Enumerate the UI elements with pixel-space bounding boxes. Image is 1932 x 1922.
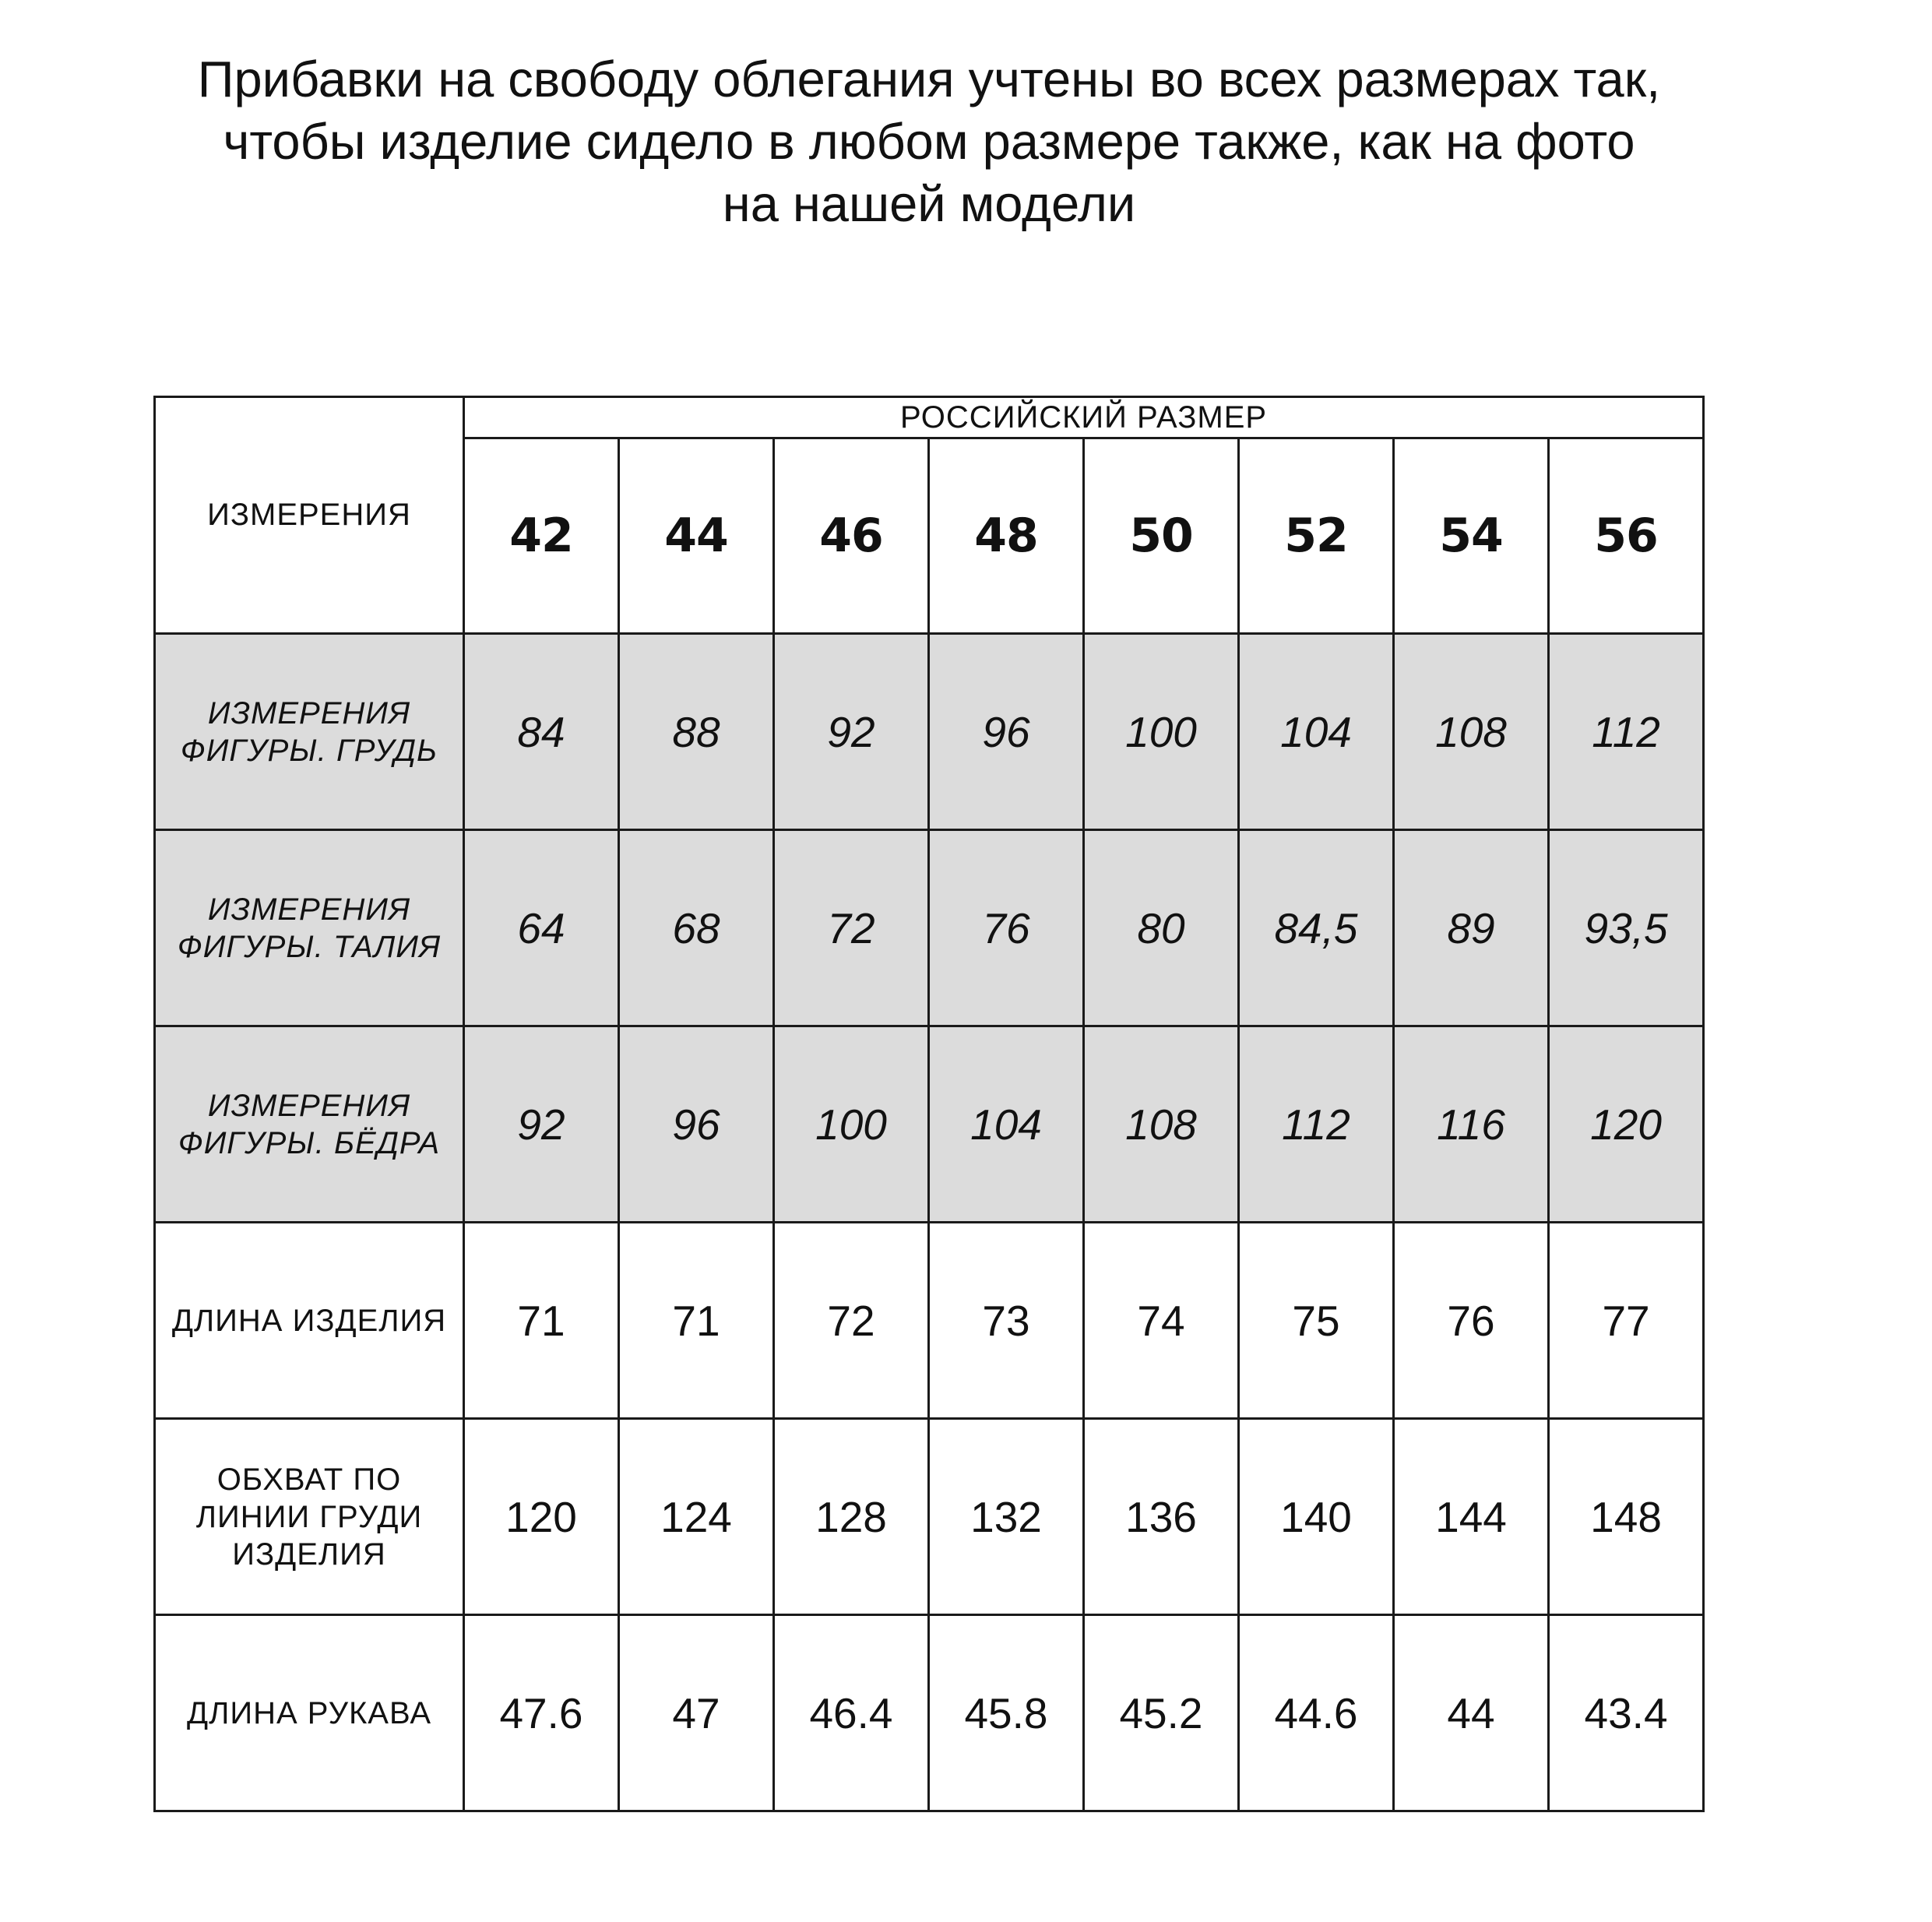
table-cell: 96: [929, 634, 1084, 830]
row-label-line: ИЗДЕЛИЯ: [232, 1537, 386, 1572]
row-label: [155, 1419, 464, 1615]
table-row-hips: [155, 1026, 1704, 1223]
table-cell: 43.4: [1549, 1615, 1704, 1811]
row-label-line: ФИГУРЫ. ТАЛИЯ: [177, 929, 442, 964]
table-cell: 128: [774, 1419, 929, 1615]
table-cell: 100: [774, 1026, 929, 1223]
table-cell: 71: [464, 1223, 619, 1419]
table-cell: 104: [1239, 634, 1394, 830]
table-cell: 46.4: [774, 1615, 929, 1811]
measurements-header: ИЗМЕРЕНИЯ: [155, 397, 464, 634]
table-cell: 47.6: [464, 1615, 619, 1811]
table-cell: 76: [929, 830, 1084, 1026]
table-cell: 132: [929, 1419, 1084, 1615]
table-cell: 71: [619, 1223, 774, 1419]
row-label-line: ИЗМЕРЕНИЯ: [207, 892, 411, 927]
table-cell: 104: [929, 1026, 1084, 1223]
table-cell: 140: [1239, 1419, 1394, 1615]
table-row-garment-length: [155, 1223, 1704, 1419]
size-header: 46: [774, 438, 929, 634]
row-label-line: ДЛИНА РУКАВА: [187, 1695, 431, 1730]
table-cell: 68: [619, 830, 774, 1026]
header-row-group: [155, 397, 1704, 438]
table-row-garment-chest: [155, 1419, 1704, 1615]
russian-size-header: РОССИЙСКИЙ РАЗМЕР: [464, 397, 1704, 438]
table-cell: 64: [464, 830, 619, 1026]
row-label: [155, 830, 464, 1026]
size-header: 50: [1084, 438, 1239, 634]
fit-allowance-note: [0, 48, 1858, 235]
table-cell: 73: [929, 1223, 1084, 1419]
note-line-2: чтобы изделие сидело в любом размере также, как на фото: [223, 113, 1635, 170]
size-header: 48: [929, 438, 1084, 634]
row-label: [155, 634, 464, 830]
table-row-sleeve-length: [155, 1615, 1704, 1811]
table-cell: 92: [464, 1026, 619, 1223]
table-cell: 96: [619, 1026, 774, 1223]
table-cell: 84: [464, 634, 619, 830]
table-cell: 72: [774, 830, 929, 1026]
table-cell: 124: [619, 1419, 774, 1615]
table-cell: 136: [1084, 1419, 1239, 1615]
row-label: [155, 1026, 464, 1223]
table-cell: 45.8: [929, 1615, 1084, 1811]
table-cell: 100: [1084, 634, 1239, 830]
table-cell: 47: [619, 1615, 774, 1811]
table-cell: 77: [1549, 1223, 1704, 1419]
row-label: [155, 1223, 464, 1419]
table-cell: 120: [1549, 1026, 1704, 1223]
table-cell: 84,5: [1239, 830, 1394, 1026]
row-label-line: ФИГУРЫ. БЁДРА: [178, 1125, 441, 1160]
table-cell: 45.2: [1084, 1615, 1239, 1811]
table-cell: 44.6: [1239, 1615, 1394, 1811]
size-header: 56: [1549, 438, 1704, 634]
row-label-line: ФИГУРЫ. ГРУДЬ: [180, 733, 438, 768]
table-cell: 93,5: [1549, 830, 1704, 1026]
row-label: [155, 1615, 464, 1811]
row-label-line: ЛИНИИ ГРУДИ: [195, 1499, 423, 1534]
table-cell: 148: [1549, 1419, 1704, 1615]
table-cell: 116: [1394, 1026, 1549, 1223]
table-cell: 108: [1394, 634, 1549, 830]
size-chart-table: [153, 396, 1705, 1812]
table-cell: 74: [1084, 1223, 1239, 1419]
table-row-chest: [155, 634, 1704, 830]
size-header: 54: [1394, 438, 1549, 634]
row-label-line: ДЛИНА ИЗДЕЛИЯ: [171, 1303, 447, 1338]
size-header: 44: [619, 438, 774, 634]
table-cell: 76: [1394, 1223, 1549, 1419]
table-cell: 72: [774, 1223, 929, 1419]
row-label-line: ИЗМЕРЕНИЯ: [207, 1088, 411, 1123]
table-cell: 112: [1549, 634, 1704, 830]
row-label-line: ИЗМЕРЕНИЯ: [207, 695, 411, 730]
note-line-1: Прибавки на свободу облегания учтены во всех размерах так,: [197, 51, 1661, 107]
size-header: 42: [464, 438, 619, 634]
note-line-3: на нашей модели: [722, 175, 1136, 232]
table-cell: 88: [619, 634, 774, 830]
table-cell: 75: [1239, 1223, 1394, 1419]
table-cell: 144: [1394, 1419, 1549, 1615]
table-row-waist: [155, 830, 1704, 1026]
table-cell: 89: [1394, 830, 1549, 1026]
table-cell: 108: [1084, 1026, 1239, 1223]
size-header: 52: [1239, 438, 1394, 634]
table-cell: 44: [1394, 1615, 1549, 1811]
table-cell: 112: [1239, 1026, 1394, 1223]
table-cell: 120: [464, 1419, 619, 1615]
table-cell: 92: [774, 634, 929, 830]
table-cell: 80: [1084, 830, 1239, 1026]
row-label-line: ОБХВАТ ПО: [216, 1462, 402, 1497]
